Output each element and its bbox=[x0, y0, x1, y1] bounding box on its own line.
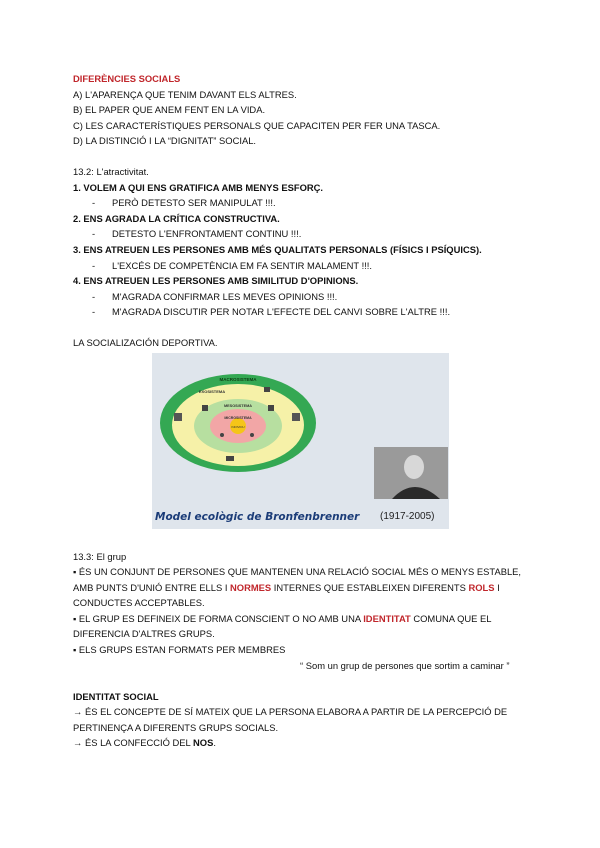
person-icon bbox=[250, 433, 254, 437]
dash-marker: - bbox=[92, 228, 96, 239]
paragraph-line: CONDUCTES ACCEPTABLES. bbox=[73, 597, 205, 608]
exo-label: EXOSISTEMA bbox=[198, 389, 226, 394]
text-span: INTERNES QUE ESTABLEIXEN DIFERENTS bbox=[271, 582, 469, 593]
building-icon bbox=[174, 413, 182, 421]
text-span: I bbox=[494, 582, 500, 593]
point-1: 1. VOLEM A QUI ENS GRATIFICA AMB MENYS ESFORÇ. bbox=[73, 182, 324, 193]
point-2: 2. ENS AGRADA LA CRÍTICA CONSTRUCTIVA. bbox=[73, 213, 280, 224]
paragraph-line bbox=[73, 613, 492, 625]
paragraph-line: ▪ ÉS UN CONJUNT DE PERSONES QUE MANTENEN UNA RELACIÓ SOCIAL MÉS O MENYS ESTABLE, bbox=[73, 566, 522, 577]
bronfenbrenner-figure bbox=[152, 353, 449, 529]
keyword-rols: ROLS bbox=[468, 582, 495, 593]
paragraph-line bbox=[73, 737, 216, 749]
paragraph-line: DIFERENCIA D'ALTRES GRUPS. bbox=[73, 628, 215, 639]
section-title-grup: 13.3: El grup bbox=[73, 551, 127, 562]
school-icon bbox=[202, 405, 208, 411]
section-title-atractivitat: 13.2: L'atractivitat. bbox=[73, 166, 149, 177]
heading-identitat-social: IDENTITAT SOCIAL bbox=[73, 691, 159, 702]
paragraph-line: → ÉS EL CONCEPTE DE SÍ MATEIX QUE LA PERSONA ELABORA A PARTIR DE LA PERCEPCIÓ DE bbox=[73, 706, 508, 717]
tv-icon bbox=[264, 387, 270, 392]
keyword-normes: NORMES bbox=[230, 582, 272, 593]
paragraph-line bbox=[73, 582, 500, 594]
paragraph-line: ▪ ELS GRUPS ESTAN FORMATS PER MEMBRES bbox=[73, 644, 286, 655]
person-icon bbox=[220, 433, 224, 437]
home-icon bbox=[268, 405, 274, 411]
point-4: 4. ENS ATREUEN LES PERSONES AMB SIMILITUD D'OPINIONS. bbox=[73, 275, 359, 286]
sub-point: M'AGRADA DISCUTIR PER NOTAR L'EFECTE DEL CANVI SOBRE L'ALTRE !!!. bbox=[112, 306, 451, 317]
dash-marker: - bbox=[92, 306, 96, 317]
quote-text: “ Som un grup de persones que sortim a caminar ” bbox=[300, 660, 510, 671]
micro-label: MICROSISTEMA bbox=[224, 416, 252, 420]
text-span: ▪ EL GRUP ES DEFINEIX DE FORMA CONSCIENT O NO AMB UNA bbox=[73, 613, 364, 624]
point-3: 3. ENS ATREUEN LES PERSONES AMB MÉS QUALITATS PERSONALS (FÍSICS I PSÍQUICS). bbox=[73, 244, 482, 255]
sub-point: DETESTO L'ENFRONTAMENT CONTINU !!!. bbox=[112, 228, 302, 239]
portrait-image bbox=[374, 447, 448, 499]
text-span: . bbox=[213, 737, 216, 748]
list-item: A) L'APARENÇA QUE TENIM DAVANT ELS ALTRES. bbox=[73, 89, 297, 100]
dash-marker: - bbox=[92, 197, 96, 208]
heading-diferencies-socials: DIFERÈNCIES SOCIALS bbox=[73, 73, 181, 84]
meso-label: MESOSISTEMA bbox=[223, 404, 253, 408]
list-item: B) EL PAPER QUE ANEM FENT EN LA VIDA. bbox=[73, 104, 266, 115]
text-span: AMB PUNTS D'UNIÓ ENTRE ELLS I bbox=[73, 582, 231, 593]
text-span: → ÉS LA CONFECCIÓ DEL bbox=[73, 737, 193, 748]
figure-years: (1917-2005) bbox=[380, 511, 435, 522]
sub-point: M'AGRADA CONFIRMAR LES MEVES OPINIONS !!!. bbox=[112, 291, 338, 302]
text-span: COMUNA QUE EL bbox=[410, 613, 492, 624]
ecological-model-diagram bbox=[152, 353, 449, 529]
sub-point: L'EXCÉS DE COMPETÈNCIA EM FA SENTIR MALAMENT !!!. bbox=[112, 260, 373, 271]
section-title-socializacion: LA SOCIALIZACIÓN DEPORTIVA. bbox=[73, 337, 218, 348]
dash-marker: - bbox=[92, 291, 96, 302]
figure-caption: Model ecològic de Bronfenbrenner bbox=[155, 511, 360, 523]
dash-marker: - bbox=[92, 260, 96, 271]
list-item: C) LES CARACTERÍSTIQUES PERSONALS QUE CAPACITEN PER FER UNA TASCA. bbox=[73, 120, 441, 131]
media-icon bbox=[226, 456, 234, 461]
individual-label: INDIVIDU bbox=[231, 425, 245, 429]
sub-point: PERÒ DETESTO SER MANIPULAT !!!. bbox=[112, 197, 276, 208]
macro-label: MACROSISTEMA bbox=[219, 377, 257, 382]
paragraph-line: PERTINENÇA A DIFERENTS GRUPS SOCIALS. bbox=[73, 722, 279, 733]
list-item: D) LA DISTINCIÓ I LA “DIGNITAT” SOCIAL. bbox=[73, 135, 257, 146]
portrait-photo bbox=[374, 447, 448, 499]
church-icon bbox=[292, 413, 300, 421]
keyword-identitat: IDENTITAT bbox=[363, 613, 411, 624]
keyword-nos: NOS bbox=[193, 737, 214, 748]
portrait-face bbox=[404, 455, 424, 479]
